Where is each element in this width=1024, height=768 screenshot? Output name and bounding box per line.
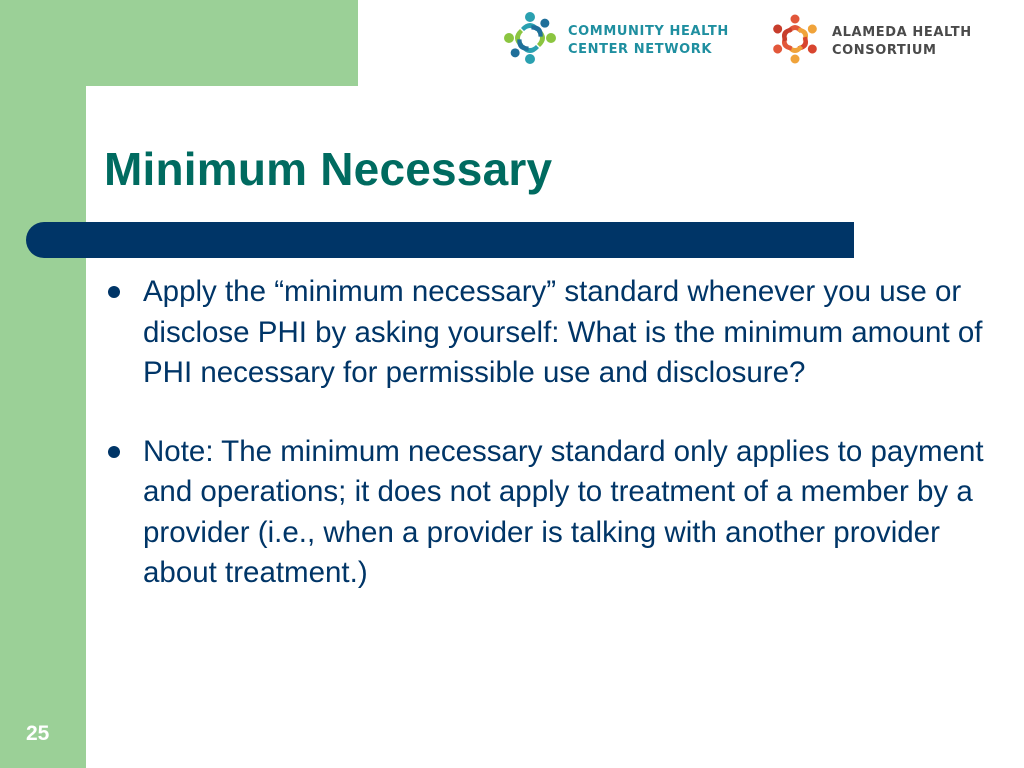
slide-number: 25 (26, 722, 50, 745)
title-underline-bar (26, 222, 854, 258)
logo-line-1: COMMUNITY HEALTH (568, 23, 729, 39)
community-health-center-network-logo (502, 10, 729, 71)
bullet-dot-icon (108, 446, 120, 458)
bullet-list (104, 272, 984, 594)
bullet-dot-icon (108, 286, 120, 298)
alameda-health-consortium-logo-icon (768, 12, 822, 71)
top-green-band (0, 0, 358, 86)
community-health-center-network-logo-text (568, 23, 729, 59)
slide-title: Minimum Necessary (104, 143, 553, 195)
logo-line-2: CONSORTIUM (832, 42, 937, 58)
bullet-item (104, 272, 984, 394)
logo-line-2: CENTER NETWORK (568, 41, 713, 57)
bullet-item (104, 432, 984, 594)
logo-header (358, 0, 1024, 86)
logo-line-1: ALAMEDA HEALTH (832, 24, 972, 40)
bullet-text: Apply the “minimum necessary” standard whenever you use or disclose PHI by asking yourself: What is the minimum amount of PHI necessary for permissible use and disclosure? (143, 275, 983, 389)
alameda-health-consortium-logo (768, 12, 972, 71)
community-health-center-network-logo-icon (502, 10, 558, 71)
left-green-band (0, 0, 86, 768)
bullet-text: Note: The minimum necessary standard only applies to payment and operations; it does not apply to treatment of a member by a provider (i.e., when a provider is talking with another provider about treatment.) (143, 434, 984, 589)
alameda-health-consortium-logo-text (832, 24, 972, 60)
